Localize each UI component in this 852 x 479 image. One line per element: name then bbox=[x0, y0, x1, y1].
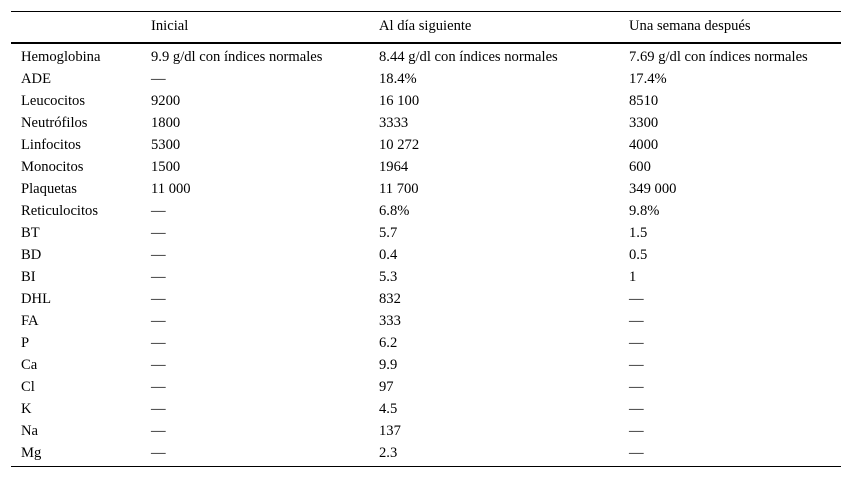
cell-initial: — bbox=[151, 400, 166, 417]
cell-next-day: 5.3 bbox=[379, 268, 398, 285]
cell-parameter: Neutrófilos bbox=[21, 114, 88, 131]
header-cell-initial: Inicial bbox=[141, 12, 369, 43]
table-row bbox=[11, 244, 841, 266]
table-row bbox=[11, 266, 841, 288]
lab-results-table-container bbox=[11, 11, 841, 467]
cell-next-day: 1964 bbox=[379, 158, 409, 175]
cell-parameter: Ca bbox=[21, 356, 38, 373]
cell-initial: — bbox=[151, 202, 166, 219]
cell-one-week-later: 9.8% bbox=[629, 202, 660, 219]
cell-one-week-later: — bbox=[629, 334, 644, 351]
cell-one-week-later: 7.69 g/dl con índices normales bbox=[629, 48, 808, 65]
cell-next-day: 16 100 bbox=[379, 92, 420, 109]
cell-parameter: Reticulocitos bbox=[21, 202, 99, 219]
cell-parameter: Hemoglobina bbox=[21, 48, 101, 65]
table-row bbox=[11, 43, 841, 68]
table-row bbox=[11, 68, 841, 90]
cell-one-week-later: 600 bbox=[629, 158, 651, 175]
header-cell-parameter bbox=[11, 12, 141, 43]
cell-initial: — bbox=[151, 290, 166, 307]
cell-initial: — bbox=[151, 312, 166, 329]
cell-next-day: 0.4 bbox=[379, 246, 398, 263]
table-row bbox=[11, 156, 841, 178]
cell-initial: 9.9 g/dl con índices normales bbox=[151, 48, 323, 65]
cell-next-day: 333 bbox=[379, 312, 401, 329]
cell-initial: — bbox=[151, 224, 166, 241]
table-row bbox=[11, 90, 841, 112]
table-row bbox=[11, 200, 841, 222]
table-header bbox=[11, 12, 841, 43]
cell-next-day: 10 272 bbox=[379, 136, 420, 153]
cell-next-day: 8.44 g/dl con índices normales bbox=[379, 48, 558, 65]
cell-parameter: BD bbox=[21, 246, 42, 263]
cell-parameter: BI bbox=[21, 268, 36, 285]
cell-parameter: Monocitos bbox=[21, 158, 84, 175]
table-row bbox=[11, 134, 841, 156]
cell-initial: 1500 bbox=[151, 158, 181, 175]
cell-initial: — bbox=[151, 70, 166, 87]
cell-parameter: K bbox=[21, 400, 32, 417]
cell-parameter: BT bbox=[21, 224, 40, 241]
cell-initial: 1800 bbox=[151, 114, 181, 131]
header-row bbox=[11, 12, 841, 43]
cell-next-day: 18.4% bbox=[379, 70, 417, 87]
cell-next-day: 3333 bbox=[379, 114, 409, 131]
cell-one-week-later: — bbox=[629, 400, 644, 417]
cell-initial: — bbox=[151, 268, 166, 285]
cell-one-week-later: 17.4% bbox=[629, 70, 667, 87]
table-row bbox=[11, 442, 841, 467]
cell-initial: — bbox=[151, 334, 166, 351]
table-row bbox=[11, 376, 841, 398]
cell-one-week-later: — bbox=[629, 290, 644, 307]
cell-parameter: ADE bbox=[21, 70, 51, 87]
table-row bbox=[11, 222, 841, 244]
cell-initial: 9200 bbox=[151, 92, 181, 109]
cell-parameter: Leucocitos bbox=[21, 92, 86, 109]
table-row bbox=[11, 310, 841, 332]
cell-one-week-later: — bbox=[629, 312, 644, 329]
cell-next-day: 9.9 bbox=[379, 356, 398, 373]
cell-one-week-later: — bbox=[629, 422, 644, 439]
cell-parameter: Mg bbox=[11, 442, 141, 467]
cell-initial: — bbox=[151, 422, 166, 439]
cell-parameter: Linfocitos bbox=[21, 136, 81, 153]
cell-initial: — bbox=[151, 246, 166, 263]
table-row bbox=[11, 288, 841, 310]
cell-one-week-later: 4000 bbox=[629, 136, 659, 153]
header-cell-one-week-later: Una semana después bbox=[619, 12, 841, 43]
cell-next-day: 6.8% bbox=[379, 202, 410, 219]
table-row bbox=[11, 112, 841, 134]
table-row bbox=[11, 398, 841, 420]
cell-next-day: 11 700 bbox=[379, 180, 419, 197]
cell-parameter: DHL bbox=[21, 290, 51, 307]
cell-initial: — bbox=[141, 442, 369, 467]
cell-initial: — bbox=[151, 356, 166, 373]
cell-one-week-later: — bbox=[629, 378, 644, 395]
cell-next-day: 2.3 bbox=[369, 442, 619, 467]
table-row bbox=[11, 178, 841, 200]
cell-next-day: 137 bbox=[379, 422, 401, 439]
cell-parameter: FA bbox=[21, 312, 39, 329]
cell-initial: 11 000 bbox=[151, 180, 191, 197]
table-body bbox=[11, 43, 841, 467]
cell-one-week-later: 1.5 bbox=[629, 224, 648, 241]
table-row bbox=[11, 332, 841, 354]
table-row bbox=[11, 354, 841, 376]
cell-next-day: 97 bbox=[379, 378, 394, 395]
cell-parameter: Cl bbox=[21, 378, 35, 395]
cell-one-week-later: 8510 bbox=[629, 92, 659, 109]
cell-next-day: 4.5 bbox=[379, 400, 398, 417]
cell-parameter: Na bbox=[21, 422, 39, 439]
cell-one-week-later: 349 000 bbox=[629, 180, 677, 197]
header-cell-next-day: Al día siguiente bbox=[369, 12, 619, 43]
cell-one-week-later: — bbox=[629, 356, 644, 373]
lab-results-table bbox=[11, 11, 841, 467]
cell-next-day: 6.2 bbox=[379, 334, 398, 351]
cell-next-day: 5.7 bbox=[379, 224, 398, 241]
cell-one-week-later: — bbox=[619, 442, 841, 467]
table-row bbox=[11, 420, 841, 442]
cell-parameter: P bbox=[21, 334, 30, 351]
cell-initial: 5300 bbox=[151, 136, 181, 153]
cell-parameter: Plaquetas bbox=[21, 180, 77, 197]
cell-one-week-later: 0.5 bbox=[629, 246, 648, 263]
cell-initial: — bbox=[151, 378, 166, 395]
cell-one-week-later: 1 bbox=[629, 268, 637, 285]
cell-one-week-later: 3300 bbox=[629, 114, 659, 131]
cell-next-day: 832 bbox=[379, 290, 401, 307]
